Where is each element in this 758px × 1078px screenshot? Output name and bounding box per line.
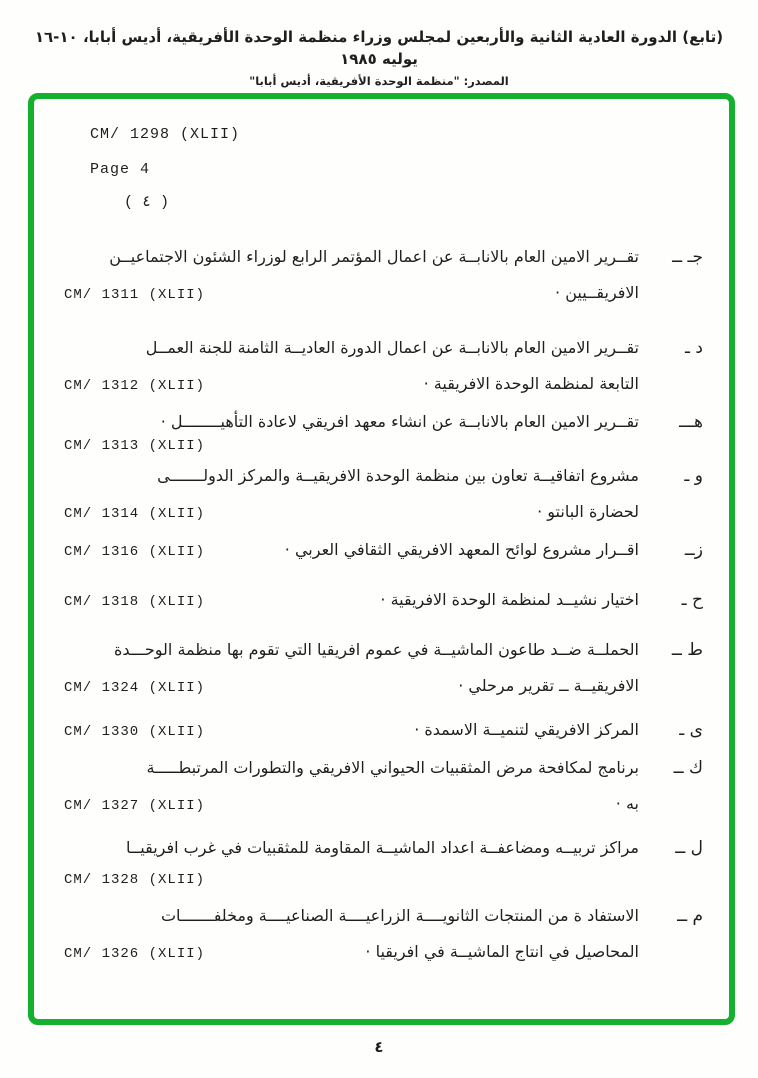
item-letter: م ــ	[677, 906, 703, 926]
item-text-line1: برنامج لمكافحة مرض المثقبيات الحيواني الافريقي والتطورات المرتبطـــــة	[146, 758, 639, 777]
item-text-line1: مراكز تربيــه ومضاعفــة اعداد الماشيــة المقاومة للمثقبيات في غرب افريقيــا	[126, 838, 639, 857]
item-letter: زــ	[684, 540, 703, 560]
item-letter: ط ــ	[671, 640, 703, 660]
item-text-line2: التابعة لمنظمة الوحدة الافريقية ·	[423, 374, 639, 393]
list-item	[64, 898, 703, 972]
item-letter: ح ـ	[681, 590, 703, 610]
header-session-title: (تابع) الدورة العادية الثانية والأربعين لمجلس وزراء منظمة الوحدة الأفريقية، أديس أبابا، ١٠-١٦ يوليه ١٩٨٥	[34, 28, 724, 68]
item-text-line2: الافريقيــة ــ تقرير مرحلي ·	[458, 676, 639, 695]
item-ref: CM/ 1328 (XLII)	[64, 872, 206, 888]
item-text-line2: لحضارة البانتو ·	[537, 502, 639, 521]
item-text-line1: اقــرار مشروع لوائح المعهد الافريقي الثقافي العربي ·	[284, 540, 639, 559]
item-ref: CM/ 1316 (XLII)	[64, 544, 206, 560]
item-letter: د ـ	[685, 338, 703, 358]
list-item	[64, 330, 703, 404]
item-ref: CM/ 1314 (XLII)	[64, 506, 206, 522]
footer-page-number: ٤	[374, 1038, 384, 1056]
list-item	[64, 712, 703, 750]
item-letter: ك ــ	[673, 758, 703, 778]
page-header	[0, 26, 758, 88]
item-text-line1: المركز الافريقي لتنميــة الاسمدة ·	[414, 720, 639, 739]
item-text-line1: الاستفاد ة من المنتجات الثانويــــة الزراعيــــة الصناعيــــة ومخلفـــــــات	[160, 906, 639, 925]
item-ref: CM/ 1318 (XLII)	[64, 594, 206, 610]
list-item	[64, 532, 703, 570]
item-ref: CM/ 1326 (XLII)	[64, 946, 206, 962]
list-item	[64, 239, 703, 313]
list-item	[64, 632, 703, 706]
item-text-line2: المحاصيل في انتاج الماشيــة في افريقيا ·	[365, 942, 639, 961]
item-letter: ى ـ	[679, 720, 703, 740]
item-text-line2: به ·	[615, 794, 639, 813]
item-text-line1: مشروع اتفاقيــة تعاون بين منظمة الوحدة الافريقيــة والمركز الدولـــــــى	[157, 466, 639, 485]
agenda-item-list	[64, 239, 703, 972]
item-ref: CM/ 1312 (XLII)	[64, 378, 206, 394]
list-item	[64, 458, 703, 532]
document-page-label: Page 4	[90, 161, 151, 178]
list-item	[64, 582, 703, 620]
header-source-line: المصدر: "منظمة الوحدة الأفريقية، أديس أبابا"	[249, 74, 509, 88]
document-page-number-arabic: ( ٤ )	[124, 194, 170, 211]
list-item	[64, 830, 703, 892]
list-item	[64, 750, 703, 824]
document-head	[64, 125, 703, 213]
item-letter: هـــ	[679, 412, 703, 432]
item-ref: CM/ 1313 (XLII)	[64, 438, 206, 454]
document-reference: CM/ 1298 (XLII)	[90, 126, 241, 143]
item-text-line1: الحملــة ضــد طاعون الماشيــة في عموم افريقيا التي تقوم بها منظمة الوحـــدة	[114, 640, 639, 659]
highlight-green-box	[28, 93, 735, 1025]
item-text-line2: الافريقــيين ·	[555, 283, 639, 302]
item-text-line1: تقــرير الامين العام بالانابــة عن اعمال المؤتمر الرابع لوزراء الشئون الاجتماعيــن	[109, 247, 639, 266]
list-item	[64, 404, 703, 458]
item-text-line1: اختيار نشيــد لمنظمة الوحدة الافريقية ·	[380, 590, 639, 609]
item-ref: CM/ 1311 (XLII)	[64, 287, 206, 303]
item-letter: ل ــ	[675, 838, 703, 858]
item-text-line1: تقــرير الامين العام بالانابــة عن اعمال الدورة العاديــة الثامنة للجنة العمــل	[145, 338, 639, 357]
item-ref: CM/ 1324 (XLII)	[64, 680, 206, 696]
item-letter: جـ ــ	[672, 247, 703, 267]
item-text-line1: تقــرير الامين العام بالانابــة عن انشاء معهد افريقي لاعادة التأهيــــــــل ·	[160, 412, 639, 431]
item-letter: و ـ	[684, 466, 703, 486]
item-ref: CM/ 1327 (XLII)	[64, 798, 206, 814]
item-ref: CM/ 1330 (XLII)	[64, 724, 206, 740]
